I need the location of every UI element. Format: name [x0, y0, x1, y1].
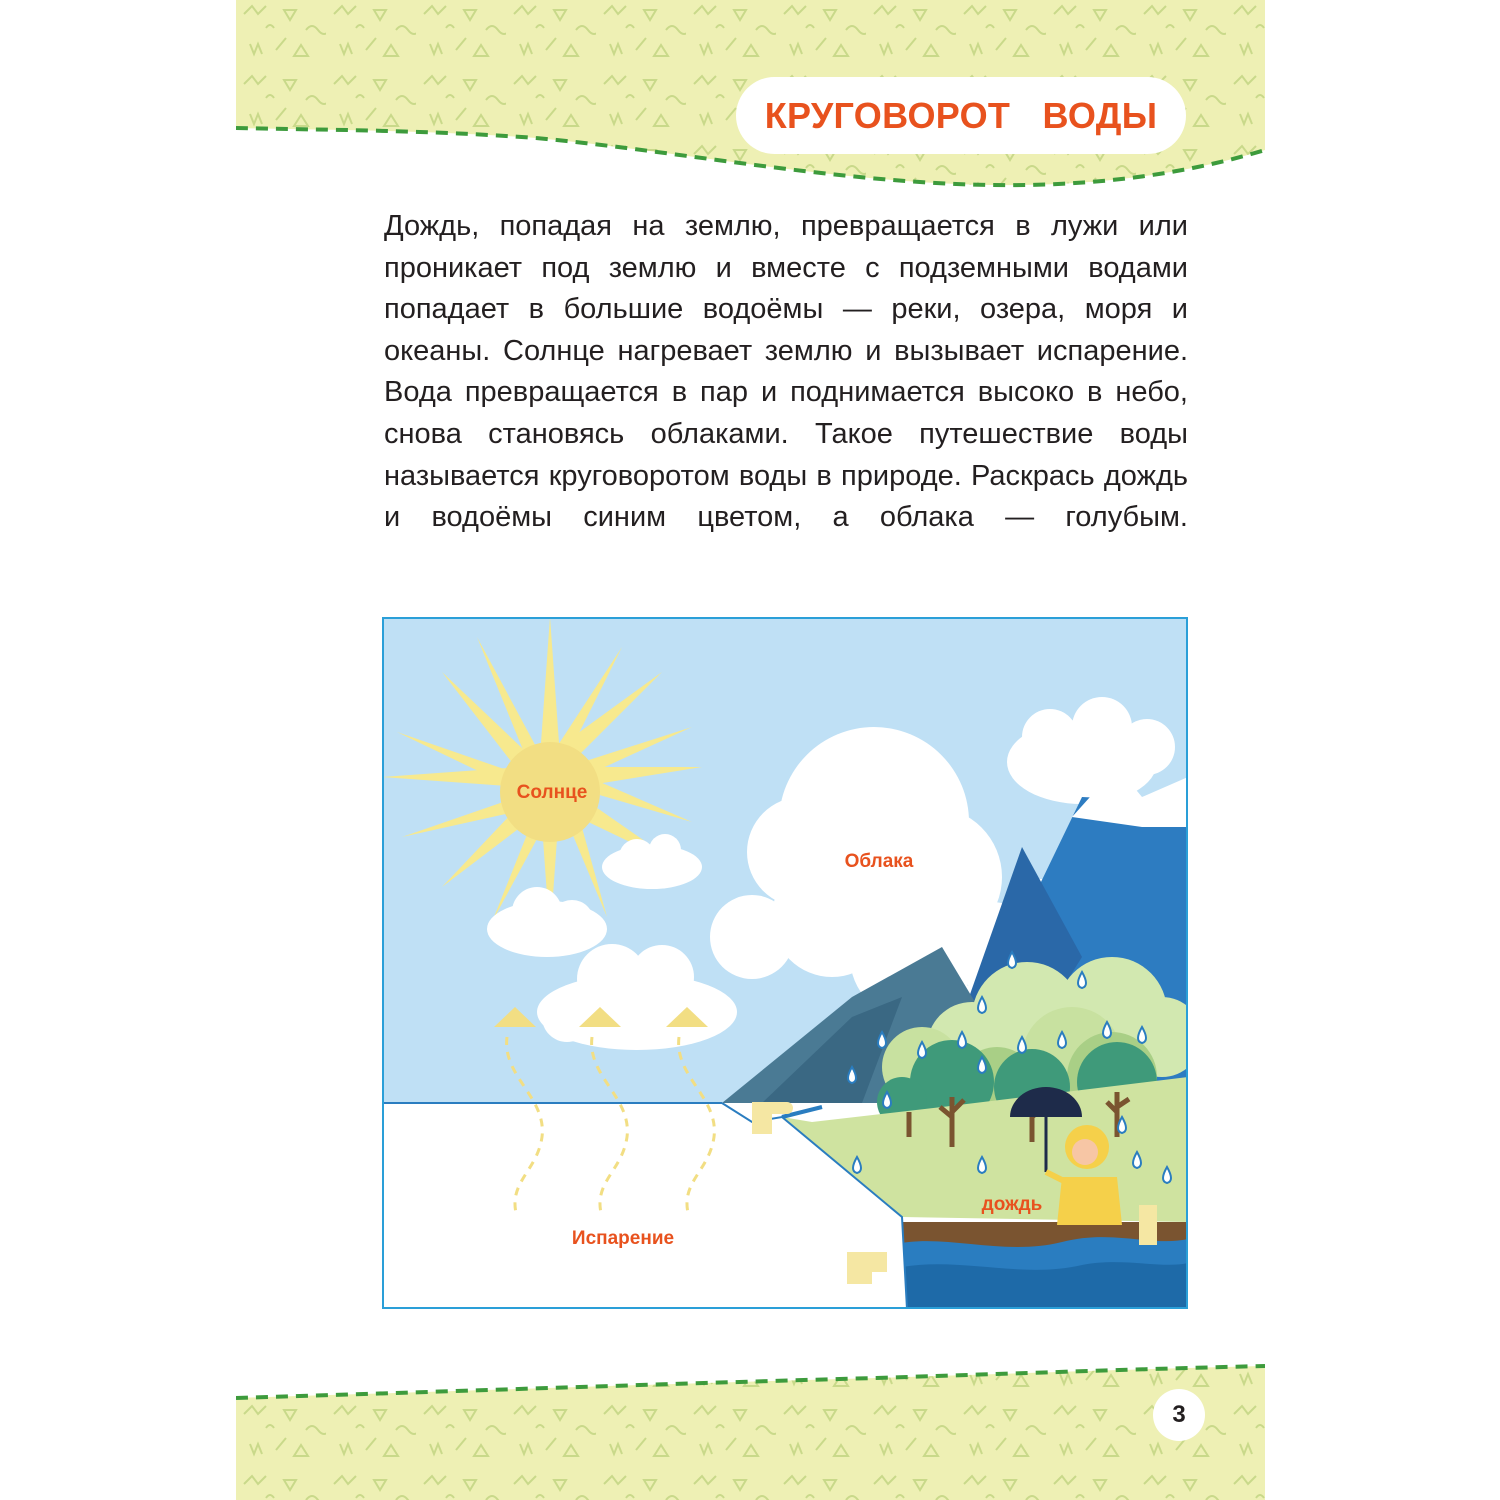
- water-cycle-scene: [382, 617, 1188, 1309]
- book-page: [236, 0, 1265, 1500]
- label-evaporation: Испарение: [571, 1228, 675, 1249]
- title-badge: [736, 77, 1186, 154]
- label-rain: дождь: [981, 1194, 1043, 1215]
- label-sun: Солнце: [516, 782, 588, 803]
- page-title: КРУГОВОРОТ ВОДЫ: [764, 94, 1158, 136]
- label-clouds: Облака: [844, 851, 914, 872]
- body-paragraph: Дождь, попадая на землю, превращается в лужи или проникает под землю и вместе с подземными водами попадает в большие водоёмы — реки, озера, моря и океаны. Солнце нагревает землю и вызывает испарение. Вода превращается в пар и поднимается высоко в небо, снова становясь облаками. Такое путешествие воды называется круговоротом воды в природе. Раскрась дождь и водоёмы синим цветом, а облака — голубым.: [384, 210, 1188, 534]
- page-number: 3: [1153, 1389, 1205, 1441]
- water-cycle-illustration: [382, 617, 1188, 1309]
